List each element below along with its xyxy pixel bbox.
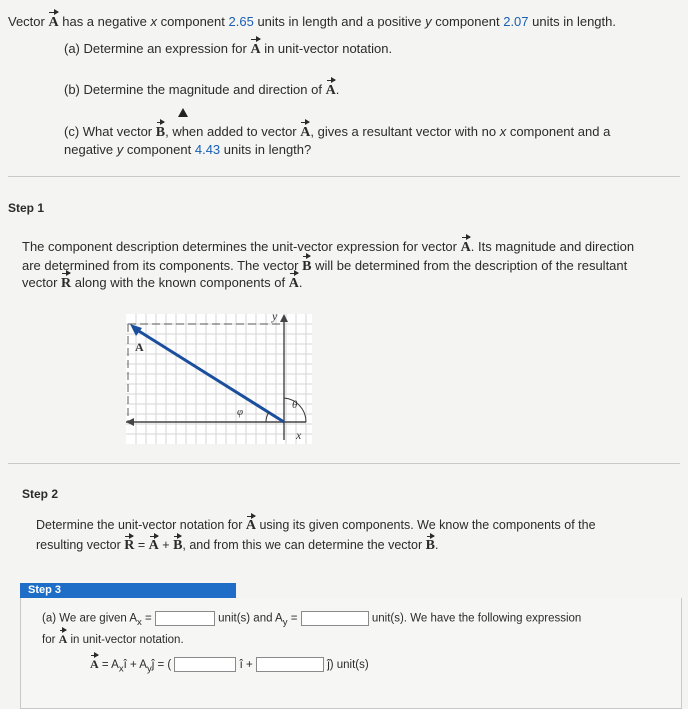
step2-label: Step 2 <box>22 487 59 501</box>
vector-a-symbol: A <box>48 12 58 32</box>
step3-line2: for A in unit-vector notation. <box>42 632 184 646</box>
divider <box>8 463 680 464</box>
y-axis-label: y <box>272 309 278 323</box>
ax-input[interactable] <box>155 611 215 626</box>
y-component-value: 2.07 <box>503 14 529 29</box>
question-part-c-line2: negative y component 4.43 units in length? <box>64 142 312 157</box>
step3-header: Step 3 <box>20 583 236 598</box>
j-component-input[interactable] <box>256 657 324 672</box>
phi-label: φ <box>237 406 244 418</box>
vector-a-label: A <box>135 340 144 354</box>
mouse-cursor-icon <box>178 108 188 117</box>
question-part-a: (a) Determine an expression for A in unit-vector notation. <box>64 41 393 57</box>
vector-diagram <box>120 308 320 448</box>
ay-input[interactable] <box>301 611 369 626</box>
divider <box>8 176 680 177</box>
negative-y-value: 4.43 <box>194 142 221 157</box>
question-intro: Vector A has a negative x component 2.65 units in length and a positive y component 2.07 units in length. <box>8 14 616 30</box>
question-part-b: (b) Determine the magnitude and direction of A. <box>64 82 340 98</box>
question-part-c-line1: (c) What vector B, when added to vector A, gives a resultant vector with no x component and a <box>64 124 611 140</box>
x-axis-label: x <box>296 428 302 442</box>
step1-line1: The component description determines the unit-vector expression for vector A. Its magnitude and direction <box>22 239 635 255</box>
step3-line1: (a) We are given $A_x$ = unit(s) and $A_y$ = unit(s). We have the following expression <box>42 612 582 628</box>
x-component-value: 2.65 <box>228 14 254 29</box>
step1-line2: are determined from its components. The vector B will be determined from the description of the resultant <box>22 258 628 274</box>
step2-line1: Determine the unit-vector notation for A using its given components. We know the components of the <box>36 518 596 533</box>
step1-label: Step 1 <box>8 201 45 215</box>
theta-label: θ <box>292 399 298 411</box>
step3-equation: $A = A_xî$ + $A_yĵ$ = ( î + ĵ) unit(s) <box>90 657 369 675</box>
i-component-input[interactable] <box>174 657 236 672</box>
step2-line2: resulting vector R = A + B, and from this we can determine the vector B. <box>36 538 439 553</box>
step1-line3: vector R along with the known components of A. <box>22 275 303 291</box>
